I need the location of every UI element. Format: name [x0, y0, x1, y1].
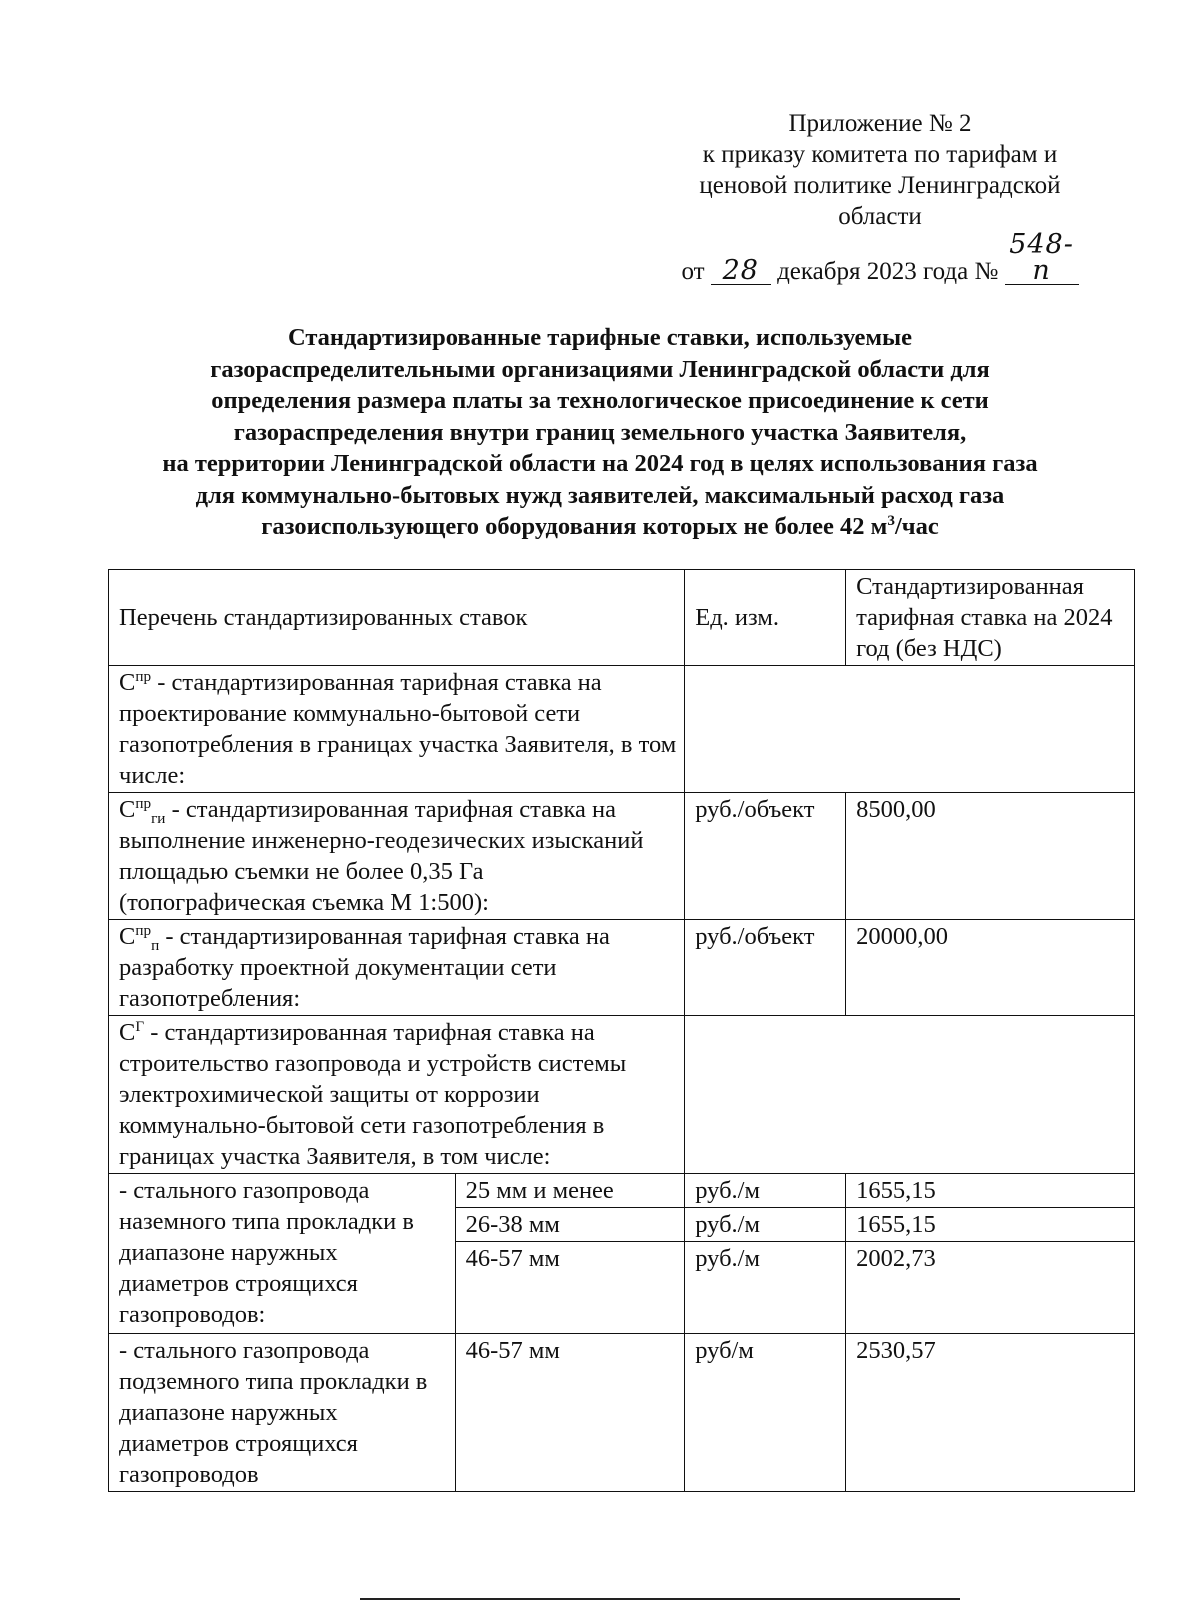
annex-line-2: к приказу комитета по тарифам и [702, 141, 1058, 168]
title-line-6: для коммунально-бытовых нужд заявителей, максимальный расход газа [195, 481, 1005, 509]
table-row [109, 1174, 1135, 1208]
rate-text: - стандартизированная тарифная ставка на выполнение инженерно-геодезических изысканий площадью съемки не более 0,35 Га (топографическая съемка М 1:500): [119, 796, 644, 916]
diameter-cell: 25 мм и менее [455, 1174, 685, 1208]
rate-value: 1655,15 [846, 1208, 1135, 1242]
handwritten-day: 28 [711, 258, 771, 285]
diameter-cell: 46-57 мм [455, 1242, 685, 1334]
empty-cell [685, 666, 1135, 793]
rate-unit: руб./м [685, 1208, 846, 1242]
rate-subscript: ги [151, 809, 166, 827]
rate-description [109, 1016, 685, 1174]
rate-value: 8500,00 [846, 793, 1135, 920]
table-row [109, 666, 1135, 793]
header-list: Перечень стандартизированных ставок [109, 570, 685, 666]
annex-date-line [640, 229, 1120, 287]
rate-symbol: С [119, 796, 136, 823]
rate-unit: руб./м [685, 1242, 846, 1334]
rate-unit: руб./объект [685, 793, 846, 920]
table-row [109, 920, 1135, 1016]
rate-unit: руб/м [685, 1334, 846, 1492]
document-title [60, 322, 1140, 543]
annex-line-1: Приложение № 2 [788, 110, 972, 137]
header-unit: Ед. изм. [685, 570, 846, 666]
title-line-5: на территории Ленинградской области на 2024 год в целях использования газа [162, 450, 1038, 477]
diameter-cell: 26-38 мм [455, 1208, 685, 1242]
header-rate: Стандартизированная тарифная ставка на 2024 год (без НДС) [846, 570, 1135, 666]
handwritten-number: 548-п [1005, 232, 1079, 285]
rate-value: 2002,73 [846, 1242, 1135, 1334]
annex-header [640, 108, 1120, 287]
date-middle: декабря 2023 года № [777, 258, 999, 285]
title-line-7-unit: /час [894, 513, 939, 540]
date-prefix: от [681, 258, 705, 285]
rate-description [109, 793, 685, 920]
table-row [109, 1016, 1135, 1174]
rate-value: 20000,00 [846, 920, 1135, 1016]
rate-text: - стандартизированная тарифная ставка на проектирование коммунально-бытовой сети газопотребления в границах участка Заявителя, в том числе: [119, 669, 677, 789]
cubic-superscript: 3 [887, 511, 895, 529]
table-row [109, 1334, 1135, 1492]
rates-table [108, 569, 1135, 1492]
table-row [109, 793, 1135, 920]
annex-line-3: ценовой политике Ленинградской [699, 172, 1061, 199]
title-line-2: газораспределительными организациями Ленинградской области для [210, 355, 990, 383]
title-line-3: определения размера платы за технологическое присоединение к сети [211, 387, 989, 414]
rate-value: 2530,57 [846, 1334, 1135, 1492]
rate-value: 1655,15 [846, 1174, 1135, 1208]
rate-superscript: пр [135, 921, 152, 939]
rate-unit: руб./м [685, 1174, 846, 1208]
rate-subscript: п [151, 936, 160, 954]
pipe-group-label: - стального газопровода подземного типа прокладки в диапазоне наружных диаметров строящихся газопроводов [109, 1334, 456, 1492]
rate-text: - стандартизированная тарифная ставка на разработку проектной документации сети газопотребления: [119, 923, 610, 1012]
rate-text: - стандартизированная тарифная ставка на строительство газопровода и устройств системы электрохимической защиты от коррозии коммунально-бытовой сети газопотребления в границах участка Заявителя, в том числе: [119, 1019, 627, 1170]
rate-description [109, 666, 685, 793]
rate-symbol: С [119, 1019, 136, 1046]
title-line-7-text: газоиспользующего оборудования которых не более 42 м [261, 513, 888, 540]
title-line-1: Стандартизированные тарифные ставки, используемые [287, 324, 913, 351]
rate-superscript: пр [135, 794, 152, 812]
scan-edge-line [360, 1598, 960, 1600]
rate-symbol: С [119, 669, 136, 696]
rate-unit: руб./объект [685, 920, 846, 1016]
title-line-4: газораспределения внутри границ земельного участка Заявителя, [233, 418, 967, 446]
rate-superscript: Г [135, 1017, 145, 1035]
title-line-7 [60, 511, 1140, 543]
diameter-cell: 46-57 мм [455, 1334, 685, 1492]
table-header-row [109, 570, 1135, 666]
rate-description [109, 920, 685, 1016]
pipe-group-label: - стального газопровода наземного типа прокладки в диапазоне наружных диаметров строящихся газопроводов: [109, 1174, 456, 1334]
annex-line-4: области [838, 203, 922, 230]
rate-superscript: пр [135, 667, 152, 685]
empty-cell [685, 1016, 1135, 1174]
rate-symbol: С [119, 923, 136, 950]
